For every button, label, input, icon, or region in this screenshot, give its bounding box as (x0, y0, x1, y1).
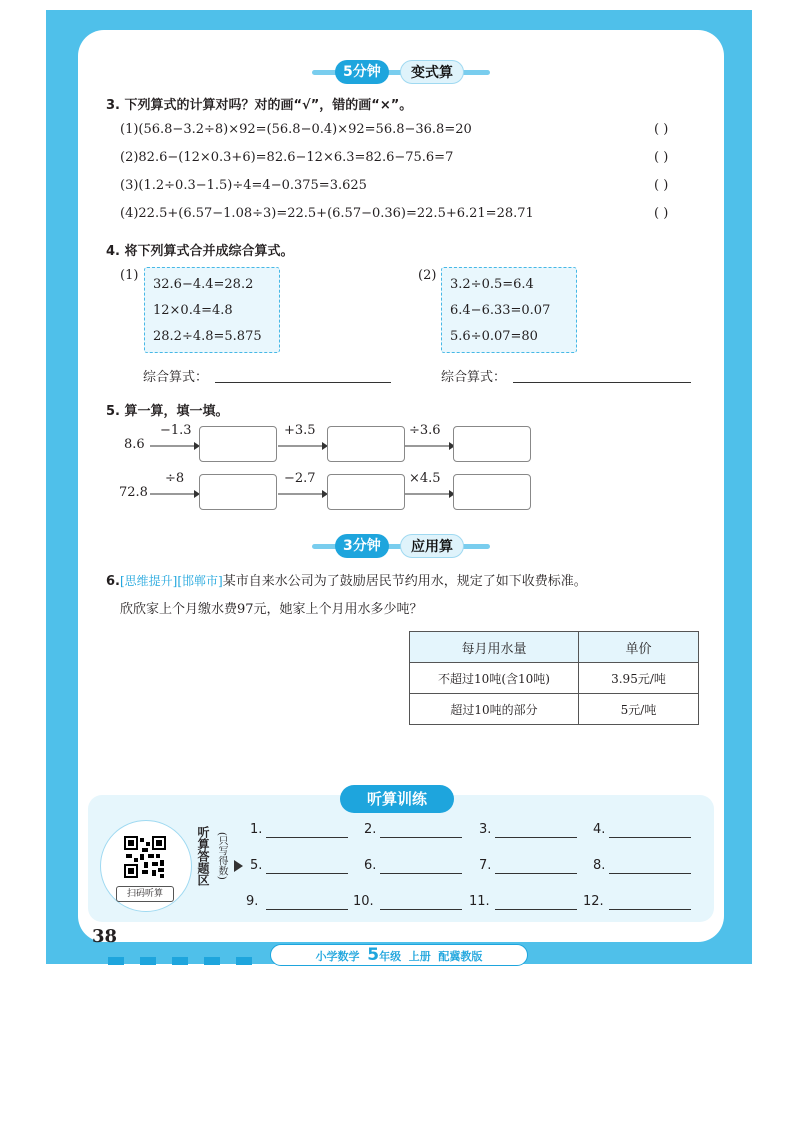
answer-line[interactable] (380, 873, 462, 874)
answer-paren[interactable]: ( ) (654, 178, 669, 193)
question-6-number: 6. (106, 574, 120, 589)
answer-line[interactable] (266, 837, 348, 838)
answer-box[interactable] (453, 474, 531, 510)
listen-item-number: 9. (246, 894, 259, 909)
answer-line[interactable] (380, 909, 462, 910)
decor-block (108, 957, 124, 965)
listen-item-number: 5. (250, 858, 263, 873)
q3-row-1: (1)(56.8−3.2÷8)×92=(56.8−0.4)×92=56.8−36.8=20 (120, 122, 472, 137)
qr-caption: 扫码听算 (116, 886, 174, 902)
equation-line: 3.2÷0.5=6.4 (450, 277, 534, 292)
q4-group-1-answer-label: 综合算式： (143, 370, 209, 385)
chain-1-op-1: −1.3 (160, 423, 192, 438)
listen-item-number: 3. (479, 822, 492, 837)
answer-paren[interactable]: ( ) (654, 122, 669, 137)
chain-2-op-1: ÷8 (165, 471, 185, 486)
answer-line[interactable] (215, 382, 391, 383)
table-header-row (410, 632, 699, 663)
chain-2-start: 72.8 (119, 485, 148, 500)
table-row (410, 663, 699, 694)
question-6-text-line-1 (106, 570, 587, 589)
listen-item-number: 7. (479, 858, 492, 873)
book-info (270, 944, 528, 966)
chain-2-op-3: ×4.5 (409, 471, 441, 486)
arrow-icon (150, 442, 200, 450)
edition: 配冀教版 (438, 950, 483, 963)
q3-row-2: (2)82.6−(12×0.3+6)=82.6−12×6.3=82.6−75.6=7 (120, 150, 454, 165)
answer-box[interactable] (199, 474, 277, 510)
table-cell: 5元/吨 (579, 694, 699, 725)
q4-group-2-box (441, 267, 577, 353)
question-6-text-2: 欣欣家上个月缴水费97元，她家上个月用水多少吨？ (120, 602, 423, 617)
page-number: 38 (92, 926, 118, 947)
answer-box[interactable] (327, 426, 405, 462)
table-header: 每月用水量 (410, 632, 579, 663)
play-icon[interactable] (234, 860, 243, 872)
equation-line: 5.6÷0.07=80 (450, 329, 538, 344)
q4-group-1-label: (1) (120, 268, 139, 283)
listen-item-number: 10. (353, 894, 374, 909)
arrow-icon (278, 442, 328, 450)
chain-2-op-2: −2.7 (284, 471, 316, 486)
fee-table (409, 631, 699, 725)
answer-paren[interactable]: ( ) (654, 150, 669, 165)
term: 上册 (408, 950, 431, 963)
answer-line[interactable] (380, 837, 462, 838)
arrow-icon (150, 490, 200, 498)
listen-item-number: 11. (469, 894, 490, 909)
answer-line[interactable] (495, 909, 577, 910)
answer-line[interactable] (495, 873, 577, 874)
answer-line[interactable] (266, 873, 348, 874)
grade-number: 5 (367, 945, 380, 965)
arrow-icon (405, 442, 455, 450)
decor-block (172, 957, 188, 965)
tag-thinking: [思维提升] (119, 574, 178, 588)
listen-item-number: 2. (364, 822, 377, 837)
answer-line[interactable] (609, 909, 691, 910)
question-6-text-1: 某市自来水公司为了鼓励居民节约用水，规定了如下收费标准。 (222, 574, 587, 589)
answer-area-note: (只写得数) (216, 832, 227, 880)
section-time-badge: 3分钟 (335, 534, 389, 558)
table-cell: 超过10吨的部分 (410, 694, 579, 725)
equation-line: 6.4−6.33=0.07 (450, 303, 551, 318)
equation-line: 32.6−4.4=28.2 (153, 277, 254, 292)
answer-box[interactable] (453, 426, 531, 462)
equation-line: 12×0.4=4.8 (153, 303, 233, 318)
table-cell: 3.95元/吨 (579, 663, 699, 694)
answer-box[interactable] (327, 474, 405, 510)
table-cell: 不超过10吨(含10吨) (410, 663, 579, 694)
answer-line[interactable] (609, 837, 691, 838)
listen-item-number: 8. (593, 858, 606, 873)
decor-block (204, 957, 220, 965)
arrow-icon (405, 490, 455, 498)
section-title: 应用算 (400, 534, 464, 558)
listen-item-number: 12. (583, 894, 604, 909)
answer-line[interactable] (266, 909, 348, 910)
grade: 年级 (379, 950, 402, 963)
section-title: 变式算 (400, 60, 464, 84)
subject: 小学数学 (315, 950, 360, 963)
chain-1-op-3: ÷3.6 (409, 423, 441, 438)
decor-block (236, 957, 252, 965)
section-time-badge: 5分钟 (335, 60, 389, 84)
listen-item-number: 1. (250, 822, 263, 837)
question-5-title: 5. 算一算，填一填。 (106, 404, 229, 419)
answer-paren[interactable]: ( ) (654, 206, 669, 221)
listen-item-number: 6. (364, 858, 377, 873)
answer-box[interactable] (199, 426, 277, 462)
decor-block (140, 957, 156, 965)
q3-row-4: (4)22.5+(6.57−1.08÷3)=22.5+(6.57−0.36)=22.5+6.21=28.71 (120, 206, 534, 221)
chain-1-start: 8.6 (124, 437, 145, 452)
listen-item-number: 4. (593, 822, 606, 837)
q4-group-1-box (144, 267, 280, 353)
question-4-title: 4. 将下列算式合并成综合算式。 (106, 244, 294, 259)
listening-title: 听算训练 (340, 785, 454, 813)
table-row (410, 694, 699, 725)
q4-group-2-label: (2) (418, 268, 437, 283)
equation-line: 28.2÷4.8=5.875 (153, 329, 262, 344)
chain-1-op-2: +3.5 (284, 423, 316, 438)
table-header: 单价 (579, 632, 699, 663)
answer-area-label: 听算答题区 (196, 826, 210, 886)
answer-line[interactable] (609, 873, 691, 874)
qr-code-icon[interactable] (124, 836, 166, 878)
question-3-title: 3. 下列算式的计算对吗？对的画“√”，错的画“×”。 (106, 98, 413, 113)
tag-city: [邯郸市] (177, 574, 223, 588)
answer-line[interactable] (513, 382, 691, 383)
answer-line[interactable] (495, 837, 577, 838)
q4-group-2-answer-label: 综合算式： (441, 370, 507, 385)
q3-row-3: (3)(1.2÷0.3−1.5)÷4=4−0.375=3.625 (120, 178, 367, 193)
arrow-icon (278, 490, 328, 498)
